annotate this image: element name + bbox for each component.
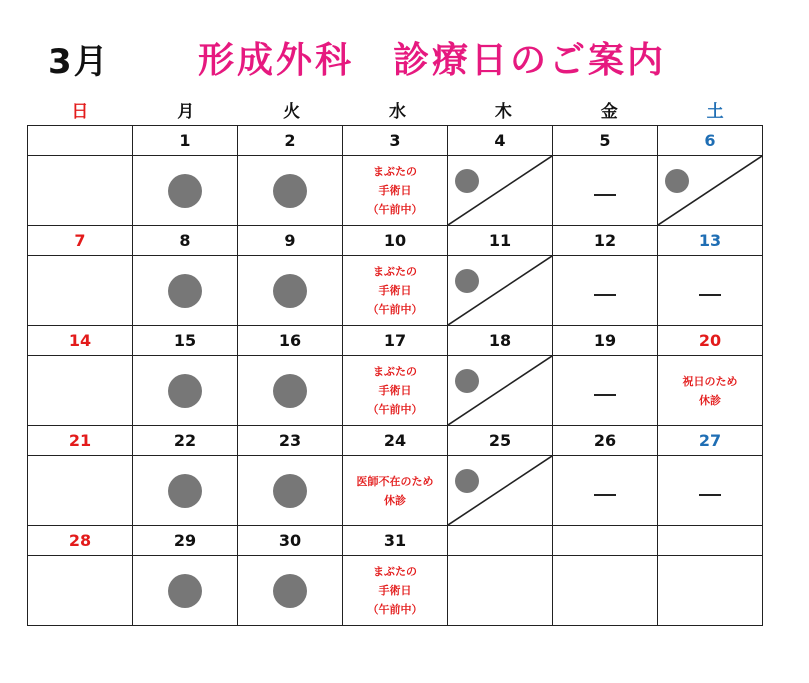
schedule-row — [28, 256, 763, 326]
schedule-cell — [343, 556, 448, 626]
open-day-mark-icon — [168, 174, 202, 208]
schedule-note: まぶたの 手術日 （午前中） — [367, 265, 423, 316]
month-title: 3月 — [48, 42, 110, 82]
date-cell: 20 — [658, 326, 763, 356]
date-row — [28, 126, 763, 156]
schedule-cell — [448, 156, 553, 226]
schedule-cell — [133, 156, 238, 226]
closed-dash-icon — [594, 294, 616, 296]
schedule-note: 祝日のため 休診 — [682, 374, 738, 407]
date-row — [28, 426, 763, 456]
schedule-cell — [238, 556, 343, 626]
date-cell: 22 — [133, 426, 238, 456]
date-cell: 28 — [28, 526, 133, 556]
diagonal-slash-icon — [448, 356, 552, 425]
schedule-cell — [28, 456, 133, 526]
schedule-cell — [133, 456, 238, 526]
schedule-cell — [133, 256, 238, 326]
open-day-mark-icon — [273, 274, 307, 308]
schedule-cell — [448, 556, 553, 626]
weekday-tue: 火 — [283, 102, 301, 122]
closed-dash-icon — [594, 494, 616, 496]
closed-dash-icon — [594, 394, 616, 396]
schedule-cell — [28, 256, 133, 326]
date-cell: 8 — [133, 226, 238, 256]
schedule-note: 医師不在のため 休診 — [356, 474, 434, 507]
schedule-cell — [658, 356, 763, 426]
weekday-sat: 土 — [706, 102, 724, 122]
schedule-cell — [658, 456, 763, 526]
date-cell: 9 — [238, 226, 343, 256]
schedule-row — [28, 156, 763, 226]
date-cell: 19 — [553, 326, 658, 356]
date-cell: 29 — [133, 526, 238, 556]
schedule-cell — [133, 356, 238, 426]
date-cell — [28, 126, 133, 156]
diagonal-slash-icon — [448, 156, 552, 225]
open-day-mark-icon — [168, 374, 202, 408]
date-cell: 1 — [133, 126, 238, 156]
open-day-mark-icon — [273, 374, 307, 408]
weekday-sun: 日 — [71, 102, 89, 122]
date-cell — [448, 526, 553, 556]
date-cell: 15 — [133, 326, 238, 356]
schedule-row — [28, 456, 763, 526]
open-day-mark-icon — [168, 274, 202, 308]
weekday-thu: 木 — [494, 102, 512, 122]
schedule-cell — [133, 556, 238, 626]
schedule-cell — [28, 356, 133, 426]
schedule-cell — [553, 256, 658, 326]
schedule-cell — [553, 456, 658, 526]
weekday-wed: 水 — [389, 102, 406, 122]
open-day-mark-icon — [273, 474, 307, 508]
schedule-cell — [553, 556, 658, 626]
date-cell: 30 — [238, 526, 343, 556]
date-cell: 23 — [238, 426, 343, 456]
schedule-cell — [28, 556, 133, 626]
date-cell: 4 — [448, 126, 553, 156]
schedule-cell — [448, 456, 553, 526]
date-cell: 24 — [343, 426, 448, 456]
schedule-cell — [448, 356, 553, 426]
calendar-table — [27, 125, 763, 626]
date-cell: 5 — [553, 126, 658, 156]
date-cell: 6 — [658, 126, 763, 156]
diagonal-slash-icon — [448, 256, 552, 325]
date-cell: 13 — [658, 226, 763, 256]
schedule-cell — [448, 256, 553, 326]
closed-dash-icon — [594, 194, 616, 196]
date-cell: 21 — [28, 426, 133, 456]
schedule-cell — [343, 256, 448, 326]
schedule-cell — [658, 156, 763, 226]
open-day-mark-icon — [168, 574, 202, 608]
closed-dash-icon — [699, 494, 721, 496]
schedule-note: まぶたの 手術日 （午前中） — [367, 165, 423, 216]
date-cell: 14 — [28, 326, 133, 356]
schedule-row — [28, 556, 763, 626]
schedule-cell — [343, 456, 448, 526]
date-row — [28, 326, 763, 356]
date-cell: 31 — [343, 526, 448, 556]
date-cell: 16 — [238, 326, 343, 356]
schedule-cell — [343, 356, 448, 426]
date-cell — [553, 526, 658, 556]
date-row — [28, 226, 763, 256]
schedule-note: まぶたの 手術日 （午前中） — [367, 565, 423, 616]
diagonal-slash-icon — [448, 456, 552, 525]
schedule-cell — [658, 556, 763, 626]
date-cell: 12 — [553, 226, 658, 256]
schedule-cell — [553, 156, 658, 226]
weekday-mon: 月 — [177, 102, 195, 122]
schedule-note: まぶたの 手術日 （午前中） — [367, 365, 423, 416]
date-cell: 27 — [658, 426, 763, 456]
date-cell: 25 — [448, 426, 553, 456]
schedule-cell — [658, 256, 763, 326]
weekday-fri: 金 — [600, 102, 618, 122]
schedule-cell — [238, 456, 343, 526]
date-cell: 17 — [343, 326, 448, 356]
schedule-cell — [553, 356, 658, 426]
date-cell: 18 — [448, 326, 553, 356]
date-row — [28, 526, 763, 556]
diagonal-slash-icon — [658, 156, 762, 225]
date-cell: 3 — [343, 126, 448, 156]
weekday-header — [27, 97, 768, 123]
page-title: 形成外科 診療日のご案内 — [198, 40, 667, 81]
open-day-mark-icon — [273, 574, 307, 608]
schedule-cell — [238, 256, 343, 326]
schedule-cell — [238, 156, 343, 226]
schedule-cell — [238, 356, 343, 426]
schedule-cell — [28, 156, 133, 226]
date-cell: 11 — [448, 226, 553, 256]
date-cell: 10 — [343, 226, 448, 256]
schedule-cell — [343, 156, 448, 226]
date-cell — [658, 526, 763, 556]
date-cell: 7 — [28, 226, 133, 256]
date-cell: 26 — [553, 426, 658, 456]
date-cell: 2 — [238, 126, 343, 156]
open-day-mark-icon — [273, 174, 307, 208]
closed-dash-icon — [699, 294, 721, 296]
open-day-mark-icon — [168, 474, 202, 508]
schedule-row — [28, 356, 763, 426]
